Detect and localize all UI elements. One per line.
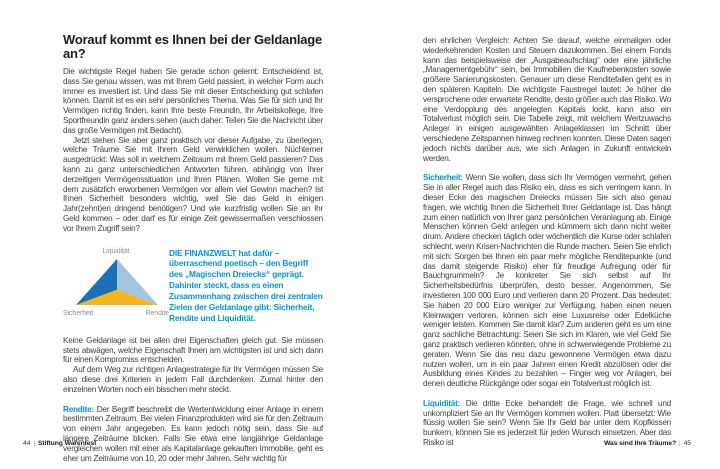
footer-separator: | <box>679 440 681 447</box>
triangle-label-sicherheit: Sicherheit <box>63 309 94 317</box>
paragraph: Keine Geldanlage ist bei allen drei Eigenschaften gleich gut. Sie müssen stets abwägen, welche Eigenschaft Ihnen am wichtigsten ist und sich dann für einen Kompromiss entscheiden. <box>63 335 323 365</box>
paragraph: Auf dem Weg zur richtigen Anlagestrategie für Ihr Vermögen müssen Sie also diese drei Kriterien in jedem Fall durchdenken. Zumal hinter den einzelnen Worten noch ein bisschen mehr steckt. <box>63 365 323 394</box>
right-page-column <box>423 36 671 448</box>
paragraph: Jetzt stehen Sie aber ganz praktisch vor dieser Aufgabe, zu überlegen, welche Träume Sie mit Ihrem Geld verwirklichen wollen. Nüchterner ausgedrückt: Was soll in welchem Zeitraum mit Ihrem Geld passieren? Das kann zu ganz unterschiedlichen Antworten führen, abhängig von Ihrer derzeitigen Vermögenssituation und Ihren Plänen. Wollen Sie gerne mit dem zusätzlich erworbenen Vermögen vor allem viel Gewinn machen? Ist Ihnen Sicherheit besonders wichtig, weil Sie das Geld in einigen Jahr(zehnt)en dringend benötigen? Und wie kurzfristig wollen Sie an Ihr Geld kommen – oder darf es für einige Zeit gewissermaßen verschlossen vor Ihrem Zugriff sein? <box>63 135 323 233</box>
triangle-label-liquiditaet: Liquidität <box>102 247 130 255</box>
triangle-diagram <box>63 246 169 318</box>
left-page-footer <box>23 440 96 447</box>
page-number: 44 <box>23 440 31 447</box>
rendite-term: Rendite: <box>63 404 94 414</box>
sicherheit-text: Wenn Sie wollen, dass sich Ihr Vermögen vermehrt, gehen Sie in aller Regel auch das Risiko ein, dass es sich verringern kann. In dieser Ecke des magischen Dreiecks müssen Sie sich also genau fragen, wie wichtig Ihnen die Sicherheit Ihrer Geldanlage ist. Das hängt zum einen natürlich von Ihrer ganz persönlichen Veranlagung ab. Einige Menschen können Geld anlegen und kümmern sich dann nicht weiter drum. Andere checken täglich oder wöchentlich die Kurse oder schlafen schlecht, wenn Krisen-Nachrichten die Runde machen. Seien Sie ehrlich mit sich: Sorgen bei Ihnen ein paar mehr mögliche Renditepunkte (und das damit steigende Risiko) eher für freudige Aufregung oder für Bauchgrummeln? Je konkreter Sie sich selbst auf Ihr Sicherheitsbedürfnis überprüfen, desto besser. Angenommen, Sie investieren 100 000 Euro und verlieren dann 20 Prozent. Das bedeutet: Sie haben 20 000 Euro weniger zur Verfügung, haben einen neuen Kleinwagen verloren, können sich eine Luxusreise oder Edelküche weniger leisten. Kommen Sie damit klar? Zum anderen geht es um eine ganz sachliche Betrachtung: Seien Sie sich im Klaren, wie viel Geld Sie ganz praktisch verlieren könnten, ohne in schwerwiegende Probleme zu geraten. Wenn Sie das neu dazu gewonnene Vermögen etwa dazu nutzen wollen, um in ein paar Jahren einen Kredit abzulösen oder die Ausbildung eines Kindes zu bezahlen – Finger weg vor Anlagen, bei denen deutliche Rückgänge oder sogar ein Totalverlust möglich ist. <box>423 173 671 389</box>
triangle-label-rendite: Rendite <box>145 309 169 317</box>
footer-separator: | <box>33 440 35 447</box>
chapter-title: Was sind Ihre Träume? <box>603 440 677 447</box>
page-number: 45 <box>683 440 691 447</box>
liquiditaet-term: Liquidität: <box>423 398 461 408</box>
liquiditaet-text: Die dritte Ecke behandelt die Frage, wie schnell und unkompliziert Sie an Ihr Vermögen kommen wollen. Platt übersetzt: Wie flüssig wollen Sie sein? Wenn Sie Ihr Geld bar unter dem Kopfkissen bunkern, können Sie es jederzeit für jeden Wunsch einsetzen. Aber das Risiko ist <box>423 398 672 448</box>
paragraph: Die wichtigste Regel haben Sie gerade schon gelernt: Entscheidend ist, dass Sie genau wissen, was mit Ihrem Geld passiert, in welcher Form auch immer es investiert ist. Und dass Sie mit dieser Entscheidung gut schlafen können. Damit ist es ein sehr persönliches Thema. Was Sie für sich und Ihr Vermögen richtig finden, kann Ihre beste Freundin, Ihr Arbeitskollege, Ihre Sportfreundin ganz anders sehen (auch daher: Teilen Sie die Nachricht über das große Vermögen mit Bedacht). <box>63 67 323 135</box>
rendite-text: Der Begriff beschreibt die Wertentwicklung einer Anlage in einem bestimmten Zeitraum. Bei vielen Finanzprodukten wird sie für den Zeitraum von einem Jahr angegeben. Es kann jedoch nötig sein, dass Sie auf längere Zeiträume blicken. Falls Sie etwa eine langjährige Geldanlage vergleichen wollen mit einer als Kapitalanlage gekauften Immobilie, geht es eher um Zeiträume von 10, 20 oder mehr Jahren. Sehr wichtig für <box>63 404 323 463</box>
sicherheit-term: Sicherheit: <box>423 173 463 183</box>
left-page-column <box>63 33 323 463</box>
magic-triangle-icon <box>72 258 160 308</box>
rendite-paragraph <box>63 405 323 464</box>
book-title: Stiftung Warentest <box>37 440 97 447</box>
finanzwelt-callout: DIE FINANZWELT hat dafür – überraschend poetisch – den Begriff des „Magischen Dreiecks“ geprägt. Dahinter steckt, dass es einen Zusammenhang zwischen drei zentralen Zielen der Geldanlage gibt: Sicherheit, Rendite und Liquidität. <box>169 247 323 323</box>
page-title: Worauf kommt es Ihnen bei der Geldanlage an? <box>63 32 323 61</box>
paragraph: den ehrlichen Vergleich: Achten Sie darauf, welche einmaligen oder wiederkehrenden Kosten und Steuern dazukommen. Bei einem Fonds kann das beispielsweise der „Ausgabeaufschlag“ oder eine jährliche „Managementgebühr“ sein, bei Immobilien die Kaufnebenkosten sowie größere Sanierungskosten. Genauer um diese Renditefallen geht es in den späteren Kapiteln. Die wichtigste Faustregel lautet: Je höher die versprochene oder erwartete Rendite, desto größer auch das Risiko. Wo eine Verdopplung des angelegten Kapitals lockt, kann also ein Totalverlust möglich sein. Die Tabelle zeigt, mit welchem Wertzuwachs Anleger in einigen ausgewählten Anlageklassen im Schnitt über verschiedene Zeitspannen hinweg rechnen konnten. Diese Daten sagen jedoch nichts darüber aus, wie sich Anlagen in Zukunft entwickeln werden. <box>423 36 671 163</box>
sicherheit-paragraph <box>423 173 671 389</box>
right-page-footer <box>604 440 691 447</box>
magic-triangle-figure <box>63 246 323 324</box>
